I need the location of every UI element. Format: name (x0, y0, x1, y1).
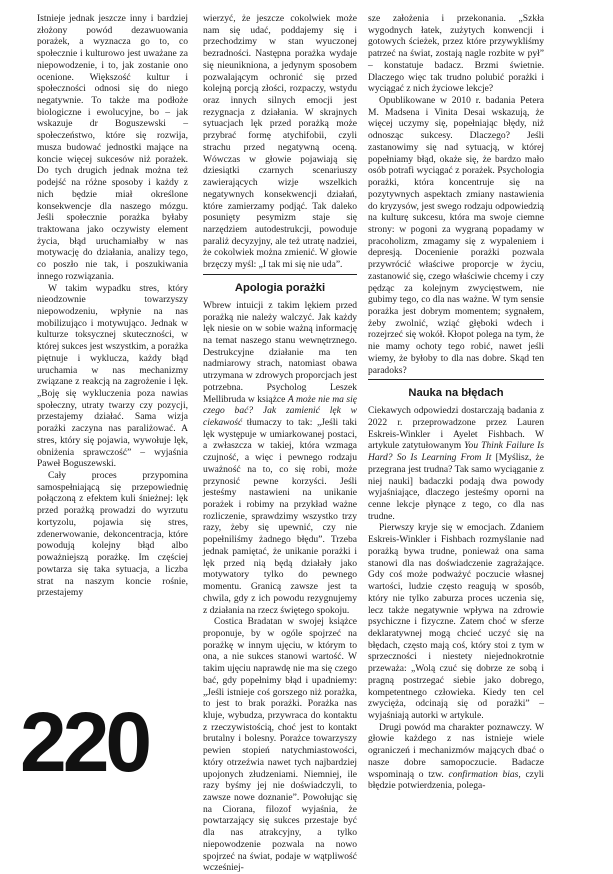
paragraph: Drugi powód ma charakter poznawczy. W głowie każdego z nas istnieje wiele ograniczeń i mechanizmów mających dbać o nasze dobre samopoczucie. Badacze wspominają o tzw. confirmation bias, czyli błędzie potwierdzenia, polega- (368, 721, 544, 792)
paragraph: Opublikowane w 2010 r. badania Petera M. Madsena i Vinita Desai wskazują, że więcej uczymy się, popełniając błędy, niż odnosząc sukcesy. Dlaczego? Jeśli zastanowimy się nad sytuacją, w której popełniamy błąd, okaże się, że bardzo mało osób potrafi wyciągać z porażek. Psychologia porażki, która koncentruje się na pozytywnych aspektach zmiany nastawienia do kryzysów, jest swego rodzaju odpowiedzią na kulturę sukcesu, która ma swoje ciemne strony: w pogoni za wygraną popadamy w pracoholizm, zmagamy się z wypaleniem i depresją. Docenienie porażki pozwala przywrócić właściwe proporcje w życiu, zastanowić się, czego właściwie chcemy i czy pędząc za kolejnym zwycięstwem, nie gubimy tego, co dla nas ważne. W tym sensie porażka jest dobrym momentem; sygnałem, żeby zwolnić, wziąć głęboki wdech i rozejrzeć się wokół. Kłopot polega na tym, że nie mamy ochoty tego robić, nawet jeśli wiemy, że byłoby to dla nas dobre. Skąd ten paradoks? (368, 95, 544, 376)
section-heading: Apologia porażki (234, 281, 326, 294)
section-divider (203, 274, 357, 275)
text-column-1 (37, 13, 188, 599)
paragraph: Wbrew intuicji z takim lękiem przed porażką nie należy walczyć. Jak każdy lęk niesie on w sobie ważną informację na temat naszego stanu wewnętrznego. Destrukcyjne działanie ma ten nadmiarowy strach, natomiast obawa utrzymana w zdrowych proporcjach jest potrzebna. Psycholog Leszek Mellibruda w książce A może nie ma się czego bać? Jak zamienić lęk w ciekawość tłumaczy to tak: „Jeśli taki lęk występuje w umiarkowanej postaci, a zwłaszcza w takiej, która wzmaga czujność, a więc i pewnego rodzaju uważność na to, co się robi, może przynosić pewne korzyści. Jeśli jesteśmy nastawieni na unikanie porażek i robimy na przykład ważne rozliczenie, sprawdzimy wszystko trzy razy, żeby się upewnić, czy nie popełniliśmy żadnego błędu”. Trzeba jednak pamiętać, że unikanie porażki i lęk przed nią będą działały jako motywatory tylko do pewnego momentu. Granicą zawsze jest ta chwila, gdy z ich powodu rezygnujemy z działania na rzecz świętego spokoju. (203, 299, 357, 616)
paragraph: Costica Bradatan w swojej książce proponuje, by w ogóle spojrzeć na porażkę w innym ujęciu, w którym to ona, a nie sukces stanowi wartość. W takim ujęciu naprawdę nie ma się czego bać, gdy popełnimy błąd i upadniemy: „Jeśli istnieje coś gorszego niż porażka, to jest to brak porażki. Porażka nas kluje, wybudza, przywraca do kontaktu z rzeczywistością, choć jest to kontakt brutalny i bolesny. Porażce towarzyszy pewien stopień natychmiastowości, który otrzeźwia nawet tych najbardziej upojonych złudzeniami. Niemniej, ile razy byśmy jej nie doświadczyli, to zawsze nowe doznanie”. Powołując się na Ciorana, filozof wyjaśnia, że powtarzający się sukces przestaje być dla nas atrakcyjny, a tylko niepowodzenie pozwala na nowo spojrzeć na świat, podaje w wątpliwość wcześniej- (203, 616, 357, 874)
paragraph: Pierwszy kryje się w emocjach. Zdaniem Eskreis-Winkler i Fishbach rozmyślanie nad porażką bywa trudne, ponieważ ona sama stanowi dla nas doświadczenie zagrażające. Gdy coś może podważyć poczucie własnej wartości, ludzie często reagują w sposób, który nie tylko zaburza proces uczenia się, lecz także negatywnie wpływa na zdrowie psychiczne i fizyczne. Zatem choć w sferze deklaratywnej mogą chcieć uczyć się na błędach, często mają coś, który stoi z tym w sprzeczności i niestety niejednokrotnie przeważa: „Wolą czuć się dobrze ze sobą i pragną postrzegać siebie jako dobrego, kompetentnego człowieka. Kiedy ten cel zwycięża, odcinają się od porażki” – wyjaśniają autorki w artykule. (368, 522, 544, 721)
text-column-3 (368, 13, 544, 792)
book-title: A może nie ma się czego bać? Jak zamienić lęk w ciekawość (203, 393, 357, 428)
paragraph: Istnieje jednak jeszcze inny i bardziej złożony powód dezawuowania porażek, a wyznacza go to, co społecznie i kulturowo jest uważane za niepowodzenie, i to, jak zostanie ono ocenione. Większość kultur i społeczności odnosi się do niego negatywnie. To także ma podłoże biologiczne i ewolucyjne, bo – jak wskazuje dr Boguszewski – społeczeństwo, które się rozwija, musza budować jednostki mające na koncie więcej sukcesów niż porażek. Do tych drugich jednak można też podejść na różne sposoby i każdy z nich będzie miał określone konsekwencje dla naszego mózgu. Jeśli społecznie porażka byłaby traktowana jako oczywisty element życia, błąd uruchamiałby w nas motywację do działania, analizy tego, co poszło nie tak, i poszukiwania innego rozwiązania. (37, 13, 188, 282)
article-title: You Think Failure Is Hard? So Is Learning From It (368, 440, 544, 464)
paragraph: W takim wypadku stres, który nieodzownie towarzyszy niepowodzeniu, wpłynie na nas mobilizująco i motywująco. Jednak w kulturze toksycznej skuteczności, w której sukces jest wszystkim, a porażka piętnuje i wyklucza, każdy błąd uruchamia w nas mechanizmy związane z reakcją na zagrożenie i lęk. „Boję się wykluczenia poza nawias społeczny, utraty twarzy czy pozycji, przestajemy działać. Sama wizja porażki zaczyna nas paraliżować. A stres, który się pojawia, wywołuje lęk, obniżenia sprawczość” – wyjaśnia Paweł Boguszewski. (37, 282, 188, 470)
section-heading: Nauka na błędach (408, 387, 504, 400)
paragraph: Cały proces przypomina samospełniającą się przepowiednię połączoną z efektem kuli śnieżnej: lęk przed porażką prowadzi do wyrzutu kortyzolu, pojawia się stres, zdenerwowanie, dekoncentracja, które powodują kolejny błąd albo poważniejszą porażkę. Im częściej powtarza się taka sytuacja, a liczba strat na naszym koncie rośnie, przestajemy (37, 470, 188, 599)
section-divider (368, 379, 544, 380)
term: confirmation bias (448, 768, 519, 780)
paragraph: sze założenia i przekonania. „Szkła wygodnych łatek, zużytych konwencji i gotowych ścieżek, przez które przywykliśmy patrzeć na świat, zostają nagle rozbite w pył” – konstatuje badacz. Brzmi świetnie. Dlaczego więc tak trudno polubić porażki i wyciągać z nich życiowe lekcje? (368, 13, 544, 95)
page-number: 220 (20, 695, 149, 789)
paragraph: wierzyć, że jeszcze cokolwiek może nam się udać, poddajemy się i przechodzimy w stan wyuczonej bezradności. Następna porażka wydaje się nieunikniona, a jedynym sposobem pozwalającym ochronić się przed kolejną porcją złości, rozpaczy, wstydu oraz innych silnych emocji jest rezygnacja z działania. W skrajnych sytuacjach lęk przed porażką może przybrać formę atychifobii, czyli strachu przed negatywną oceną. Wówczas w głowie pojawiają się dziesiątki czarnych scenariuszy zawierających wizje wszelkich negatywnych konsekwencji działań, które zamierzamy podjąć. Tak daleko posunięty pesymizm staje się narzędziem autodestrukcji, powoduje paraliż decyzyjny, ale też utratę nadziei, że cokolwiek można zmienić. W głowie brzęczy myśl: „I tak mi się nie uda”. (203, 13, 357, 271)
text-column-2 (203, 13, 357, 874)
paragraph: Ciekawych odpowiedzi dostarczają badania z 2022 r. przeprowadzone przez Lauren Eskreis-Winkler i Ayelet Fishbach. W artykule zatytułowanym You Think Failure Is Hard? So Is Learning From It [Myślisz, że przegrana jest trudna? Tak samo wyciąganie z niej nauki] badaczki podają dwa powody wyjaśniające, dlaczego jesteśmy oporni na cenne lekcje płynące z tego, co dla nas trudne. (368, 405, 544, 522)
